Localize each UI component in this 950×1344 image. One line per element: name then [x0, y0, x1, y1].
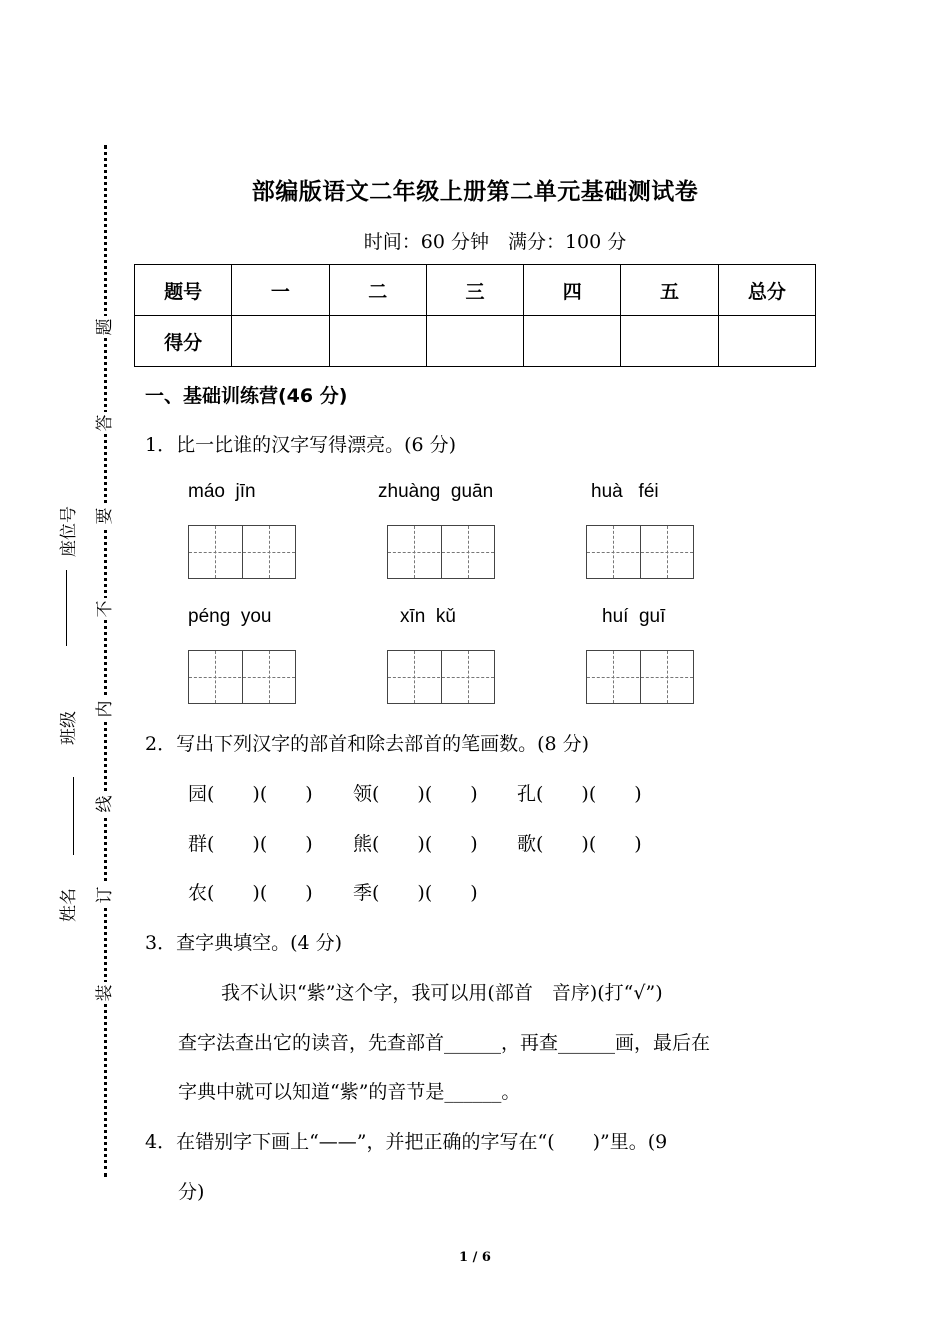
section-heading: 一、基础训练营(46 分) [145, 385, 348, 407]
binding-warning-char: 装 [94, 982, 116, 1004]
score-header-cell: 四 [524, 265, 621, 316]
binding-dotted-line [104, 145, 107, 1177]
binding-warning-char: 线 [94, 793, 116, 815]
radical-item: 园( )( ) [188, 783, 313, 805]
grid-guide-line [587, 677, 693, 678]
score-header-cell: 一 [232, 265, 329, 316]
pinyin-label: zhuàng guān [378, 481, 494, 502]
question-2-title: 2．写出下列汉字的部首和除去部首的笔画数。(8 分) [145, 733, 590, 755]
score-cell[interactable] [718, 316, 815, 367]
seat-label: 座位号 [59, 506, 79, 557]
grid-guide-line [587, 552, 693, 553]
score-cell[interactable] [426, 316, 523, 367]
score-row-label: 得分 [135, 316, 232, 367]
grid-guide-line [388, 677, 494, 678]
question-3-line: 查字法查出它的读音，先查部首______，再查______画，最后在 [178, 1032, 711, 1054]
page-title: 部编版语文二年级上册第二单元基础测试卷 [251, 179, 699, 205]
question-1-title: 1．比一比谁的汉字写得漂亮。(6 分) [145, 434, 457, 456]
binding-warning-char: 题 [94, 316, 116, 338]
pinyin-label: xīn kǔ [400, 606, 456, 627]
radical-item: 季( )( ) [353, 882, 478, 904]
binding-warning-char: 内 [94, 698, 116, 720]
writing-grid[interactable] [387, 650, 495, 704]
radical-item: 歌( )( ) [517, 833, 642, 855]
binding-warning-char: 答 [94, 412, 116, 434]
class-label: 班级 [59, 711, 79, 745]
binding-warning-char: 订 [94, 884, 116, 906]
score-cell[interactable] [329, 316, 426, 367]
question-3-title: 3．查字典填空。(4 分) [145, 932, 343, 954]
radical-item: 农( )( ) [188, 882, 313, 904]
radical-item: 领( )( ) [353, 783, 478, 805]
radical-item: 孔( )( ) [517, 783, 642, 805]
name-label: 姓名 [59, 888, 79, 922]
score-header-cell: 总分 [718, 265, 815, 316]
score-header-cell: 二 [329, 265, 426, 316]
score-cell[interactable] [232, 316, 329, 367]
binding-warning-char: 不 [94, 598, 116, 620]
binding-warning-char: 要 [94, 505, 116, 527]
question-4-title-cont: 分) [178, 1181, 205, 1203]
score-table-score-row [135, 316, 816, 367]
score-cell[interactable] [524, 316, 621, 367]
pinyin-label: huà féi [591, 481, 659, 502]
score-table-header-row [135, 265, 816, 316]
question-3-line: 字典中就可以知道“紫”的音节是______。 [178, 1081, 521, 1103]
grid-guide-line [388, 552, 494, 553]
writing-grid[interactable] [586, 650, 694, 704]
score-cell[interactable] [621, 316, 718, 367]
class-blank [73, 777, 74, 855]
page-number: 1 / 6 [459, 1250, 491, 1265]
grid-guide-line [189, 552, 295, 553]
question-4-title: 4．在错别字下画上“——”，并把正确的字写在“( )”里。(9 [145, 1131, 668, 1153]
radical-item: 熊( )( ) [353, 833, 478, 855]
pinyin-label: máo jīn [188, 481, 256, 502]
score-header-cell: 题号 [135, 265, 232, 316]
grid-guide-line [189, 677, 295, 678]
pinyin-label: huí guī [602, 606, 666, 627]
exam-info: 时间：60 分钟 满分：100 分 [363, 231, 627, 253]
writing-grid[interactable] [586, 525, 694, 579]
seat-blank [66, 570, 67, 646]
writing-grid[interactable] [387, 525, 495, 579]
writing-grid[interactable] [188, 525, 296, 579]
radical-item: 群( )( ) [188, 833, 313, 855]
pinyin-label: péng you [188, 606, 272, 627]
score-header-cell: 五 [621, 265, 718, 316]
question-3-line: 我不认识“紫”这个字，我可以用(部首 音序)(打“√”) [221, 982, 663, 1004]
score-table [134, 264, 816, 367]
score-header-cell: 三 [426, 265, 523, 316]
writing-grid[interactable] [188, 650, 296, 704]
